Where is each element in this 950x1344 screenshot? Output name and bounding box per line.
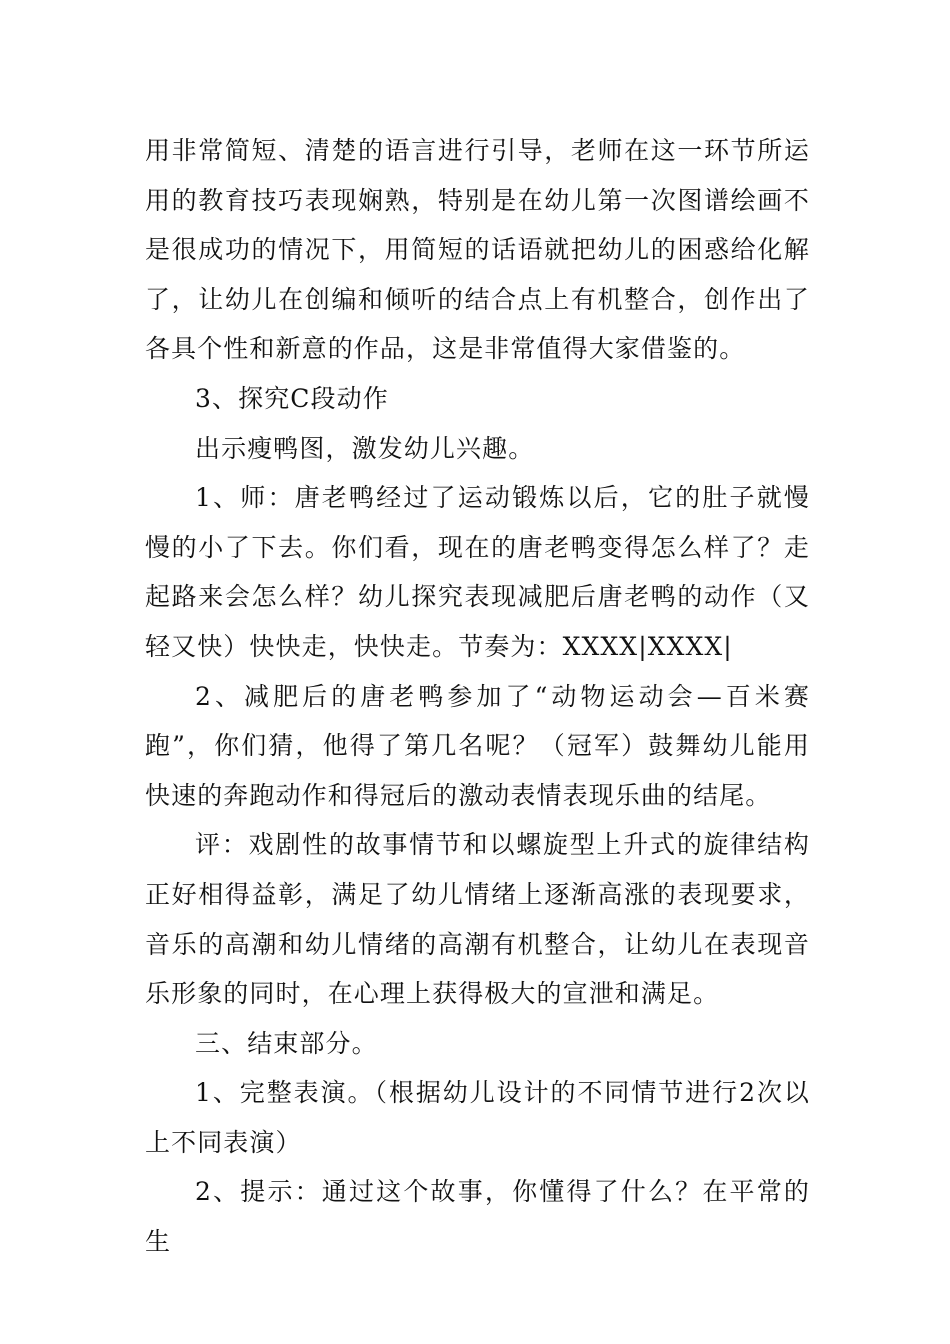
paragraph-2-heading: 3、探究C段动作 — [195, 383, 389, 413]
paragraph-8: 1、完整表演。（根据幼儿设计的不同情节进行2次以上不同表演） — [145, 1078, 810, 1157]
paragraph-1: 用非常简短、清楚的语言进行引导，老师在这一环节所运用的教育技巧表现娴熟，特别是在幼儿第一次图谱绘画不是很成功的情况下，用简短的话语就把幼儿的困惑给化解了，让幼儿在创编和倾听的结合点上有机整合，创作出了各具个性和新意的作品，这是非常值得大家借鉴的。 — [145, 136, 810, 364]
paragraph-7-heading: 三、结束部分。 — [195, 1028, 378, 1058]
paragraph-5: 2、减肥后的唐老鸭参加了“动物运动会—百米赛跑”，你们猜，他得了第几名呢？（冠军）鼓舞幼儿能用快速的奔跑动作和得冠后的激动表情表现乐曲的结尾。 — [145, 681, 810, 810]
document-body — [145, 126, 810, 1267]
paragraph-9: 2、提示：通过这个故事，你懂得了什么？在平常的生 — [145, 1177, 810, 1257]
paragraph-4: 1、师：唐老鸭经过了运动锻炼以后，它的肚子就慢慢的小了下去。你们看，现在的唐老鸭变得怎么样了？走起路来会怎么样？幼儿探究表现减肥后唐老鸭的动作（又轻又快）快快走，快快走。节奏为：XXXX|XXXX| — [145, 483, 810, 661]
paragraph-3: 出示瘦鸭图，激发幼儿兴趣。 — [195, 433, 535, 463]
paragraph-6-comment: 评：戏剧性的故事情节和以螺旋型上升式的旋律结构正好相得益彰，满足了幼儿情绪上逐渐高涨的表现要求，音乐的高潮和幼儿情绪的高潮有机整合，让幼儿在表现音乐形象的同时，在心理上获得极大的宣泄和满足。 — [145, 830, 810, 1009]
